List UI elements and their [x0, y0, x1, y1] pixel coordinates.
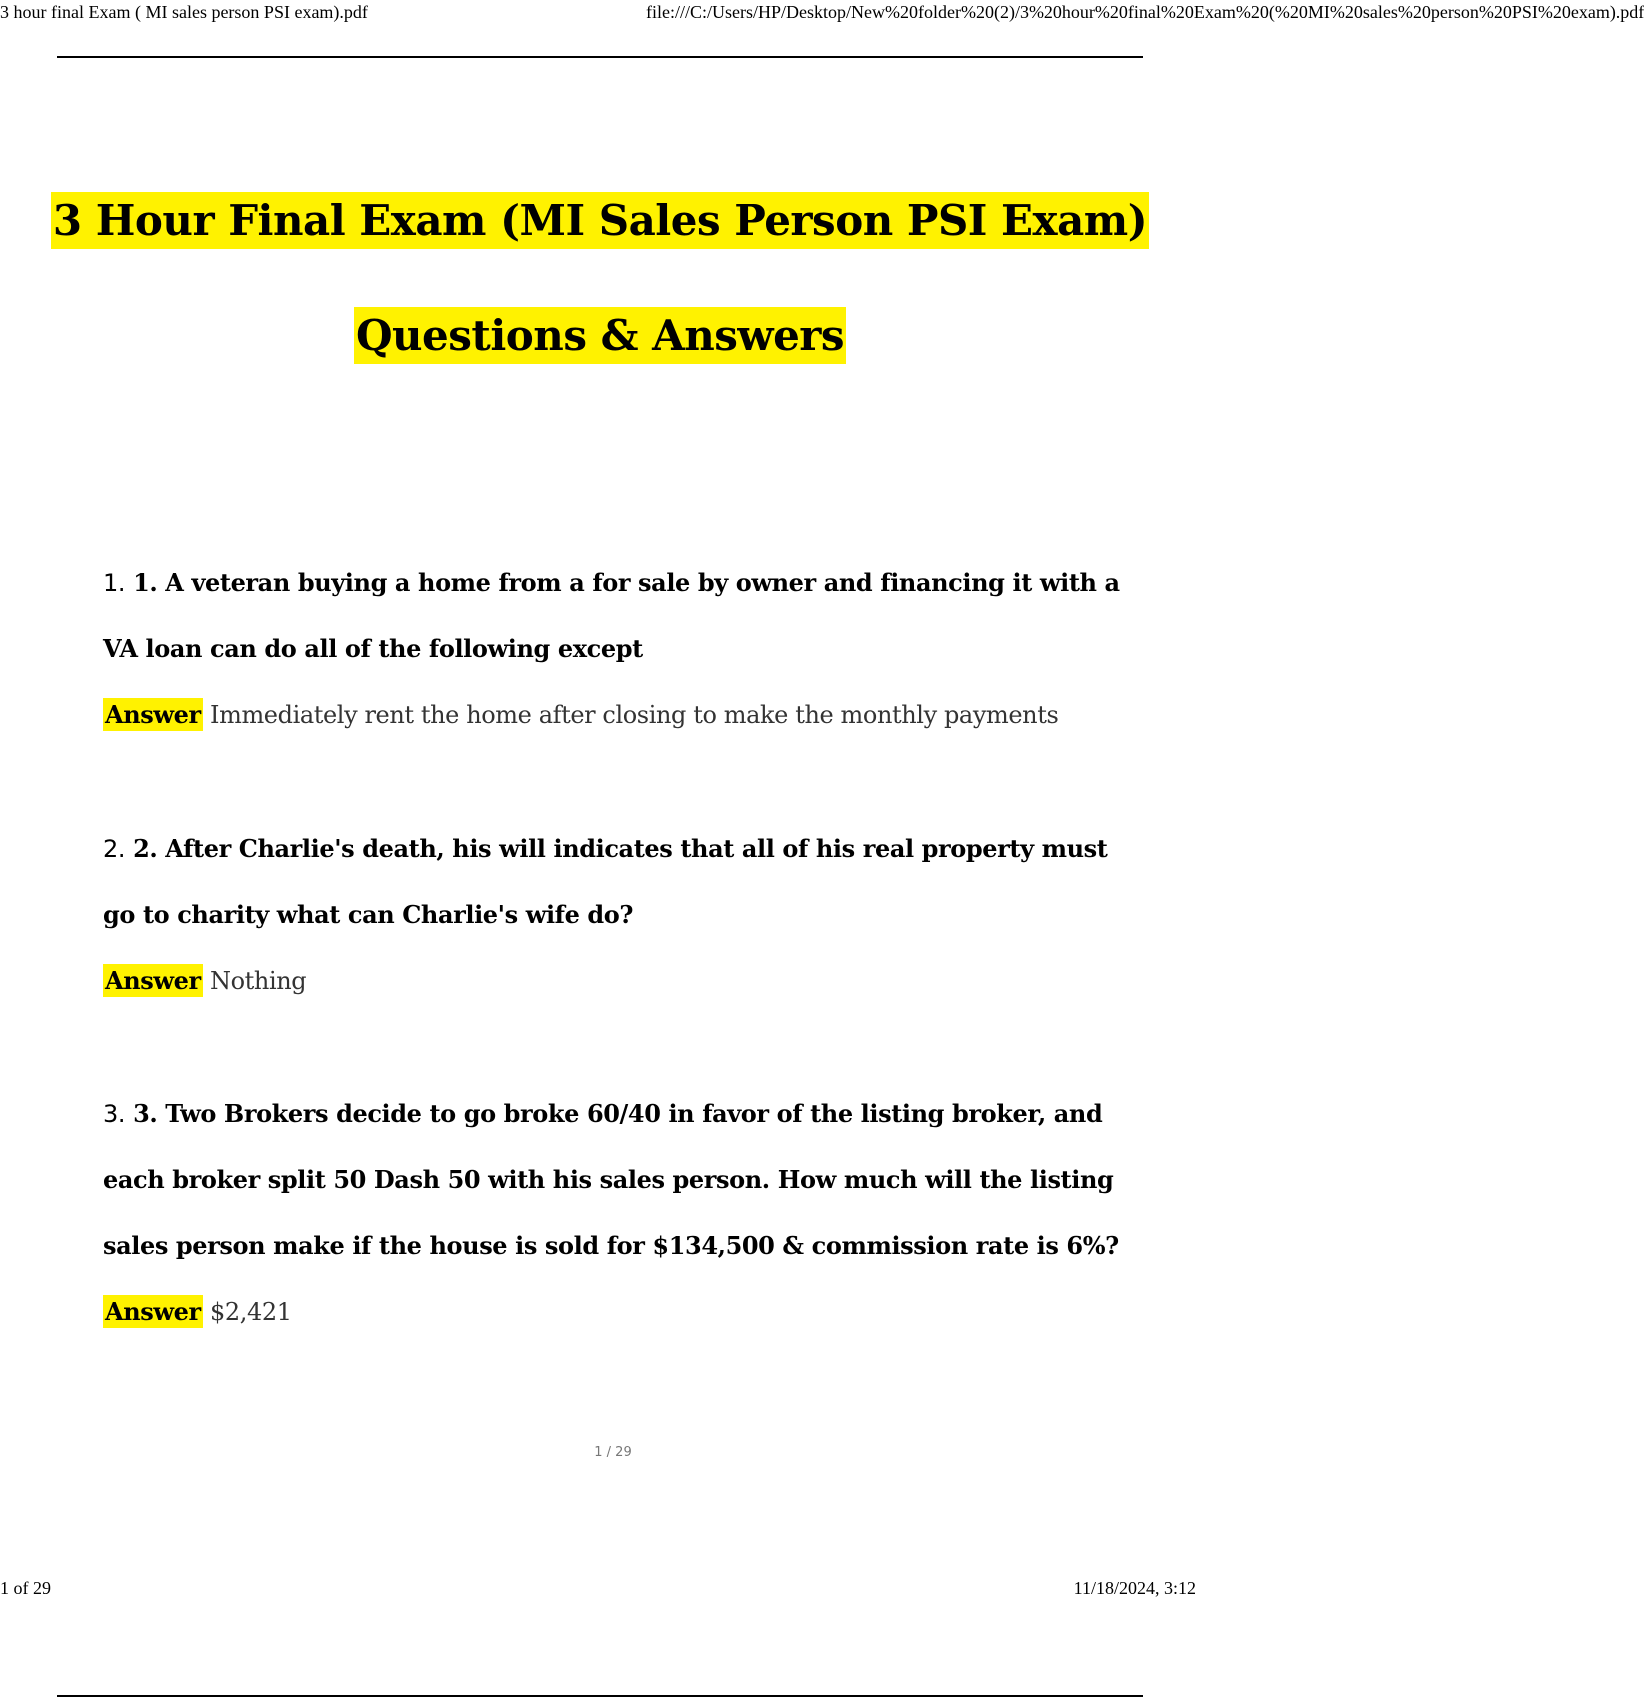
question-block-1: [103, 550, 1120, 748]
answer-label: Answer: [105, 966, 201, 995]
question-block-2: [103, 816, 1108, 1014]
question-block-3: [103, 1081, 1119, 1345]
document-subtitle: [0, 311, 1200, 360]
question-line: [103, 1081, 1103, 1147]
answer-label: Answer: [105, 1297, 201, 1326]
print-footer-page-count: 1 of 29: [0, 1578, 51, 1598]
question-text: 2. After Charlie's death, his will indicates that all of his real property must: [133, 834, 1108, 863]
answer-text: Immediately rent the home after closing to make the monthly payments: [210, 701, 1059, 729]
footer-divider: [57, 1695, 1143, 1697]
question-text: each broker split 50 Dash 50 with his sales person. How much will the listing: [103, 1165, 1114, 1194]
page-indicator: 1 / 29: [594, 1445, 632, 1460]
document-title: [0, 196, 1200, 245]
answer-label: Answer: [105, 700, 201, 729]
answer-line: [103, 1279, 1103, 1345]
print-header-doc-title: 3 hour final Exam ( MI sales person PSI exam).pdf: [0, 2, 368, 22]
question-line: [103, 882, 1103, 948]
question-text: go to charity what can Charlie's wife do?: [103, 900, 634, 929]
print-footer-timestamp: 11/18/2024, 3:12: [1073, 1578, 1196, 1598]
document-title-text: 3 Hour Final Exam (MI Sales Person PSI Exam): [51, 192, 1149, 249]
question-line: [103, 550, 1120, 616]
answer-line: [103, 682, 1103, 748]
question-text: 3. Two Brokers decide to go broke 60/40 in favor of the listing broker, and: [133, 1099, 1103, 1128]
answer-text: Nothing: [210, 967, 307, 995]
list-number: 1.: [103, 569, 126, 597]
document-subtitle-text: Questions & Answers: [354, 307, 846, 364]
question-line: [103, 816, 1108, 882]
answer-line: [103, 948, 1103, 1014]
question-line: [103, 1147, 1114, 1213]
question-line: [103, 1213, 1119, 1279]
question-text: sales person make if the house is sold for $134,500 & commission rate is 6%?: [103, 1231, 1119, 1260]
header-divider: [57, 56, 1143, 58]
question-line: [103, 616, 1103, 682]
question-text: VA loan can do all of the following except: [103, 634, 643, 663]
answer-text: $2,421: [210, 1298, 292, 1326]
print-header-url: file:///C:/Users/HP/Desktop/New%20folder%20(2)/3%20hour%20final%20Exam%20(%20MI%20sales%20person%20PSI%20exam).pdf: [646, 2, 1644, 22]
list-number: 2.: [103, 835, 126, 863]
question-text: 1. A veteran buying a home from a for sale by owner and financing it with a: [133, 568, 1120, 597]
list-number: 3.: [103, 1100, 126, 1128]
